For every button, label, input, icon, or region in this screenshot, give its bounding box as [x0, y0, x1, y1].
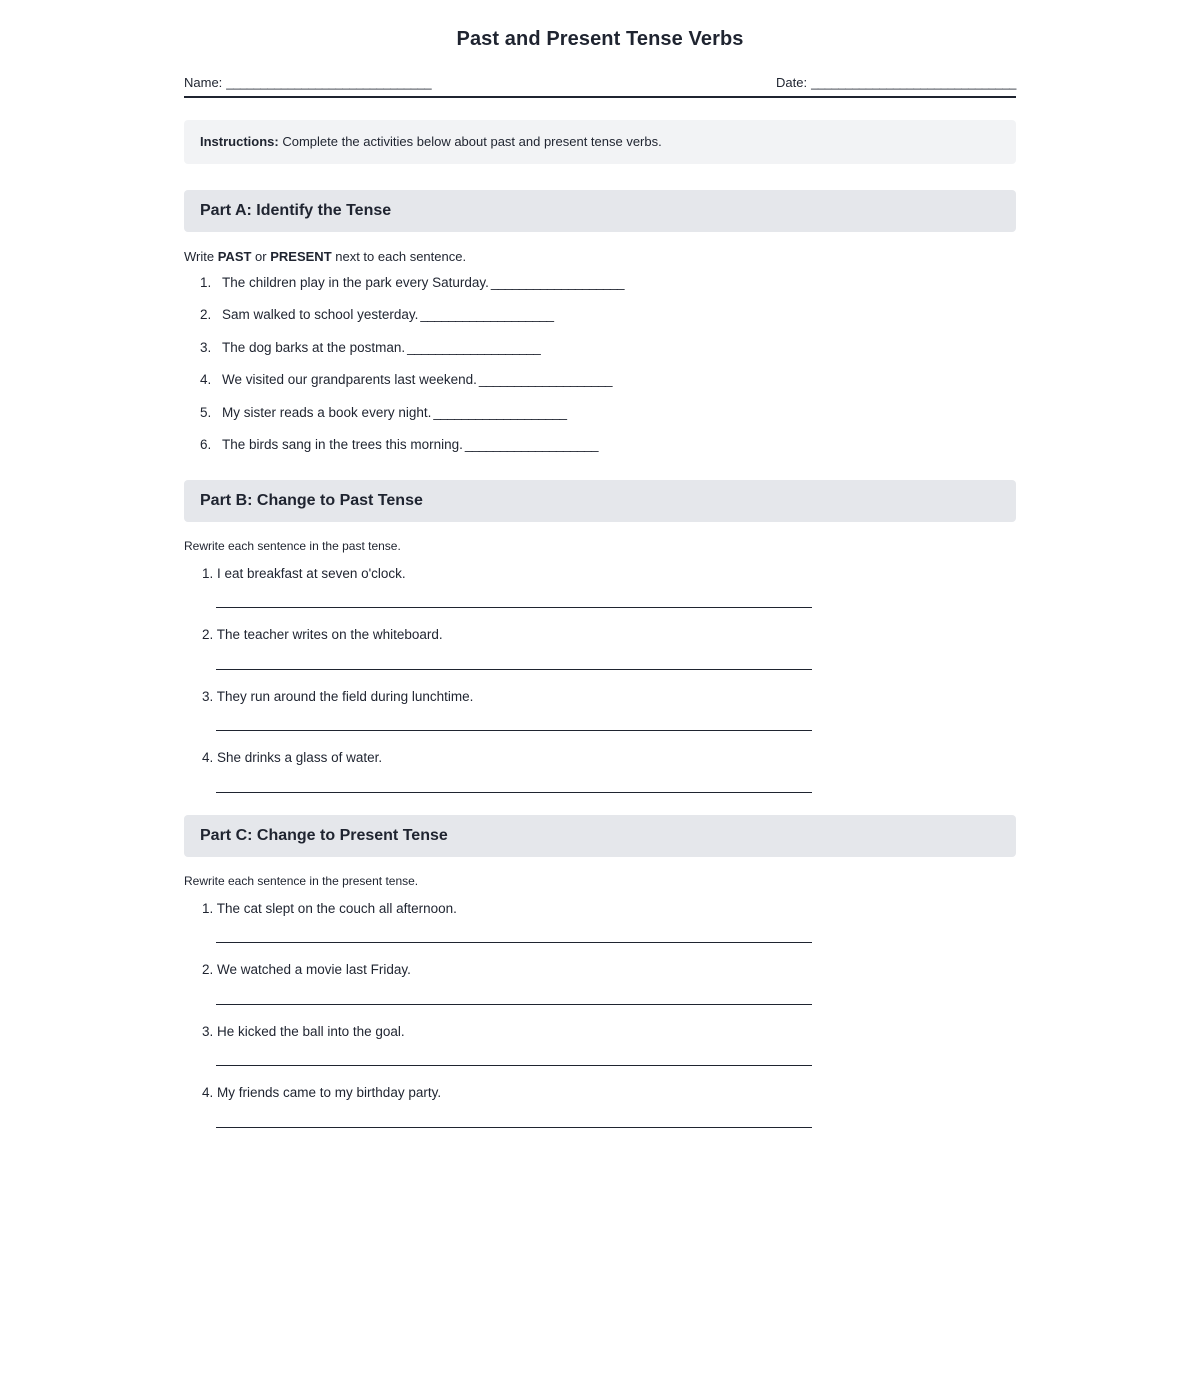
list-item: [184, 404, 1016, 422]
item-sentence: 2. The teacher writes on the whiteboard.: [202, 627, 443, 643]
date-field-label: Date:: [776, 75, 808, 90]
list-item: [184, 1084, 1016, 1128]
list-item: [184, 900, 1016, 944]
section-part-a: [184, 190, 1016, 454]
instructions-text: Complete the activities below about past and present tense verbs.: [278, 134, 662, 149]
item-number: 1.: [200, 274, 212, 290]
part-a-instruction-prefix: Write: [184, 248, 218, 264]
item-sentence: My sister reads a book every night.: [222, 404, 432, 420]
item-answer-blank[interactable]: ___________________: [464, 437, 599, 453]
name-field[interactable]: [184, 75, 431, 90]
part-a-header: Part A: Identify the Tense: [184, 190, 1016, 232]
list-item: [184, 565, 1016, 609]
item-number: 5.: [200, 404, 212, 420]
section-part-c: [184, 815, 1016, 1128]
part-b-instruction: Rewrite each sentence in the past tense.: [184, 539, 401, 554]
answer-write-line[interactable]: [216, 669, 812, 670]
part-c-instruction: Rewrite each sentence in the present tense.: [184, 874, 419, 888]
item-number: 2.: [200, 307, 212, 323]
part-a-instruction: [184, 248, 1016, 266]
item-number: 4.: [200, 372, 212, 388]
date-field-blank[interactable]: ______________________________: [811, 75, 1016, 90]
item-sentence: 4. My friends came to my birthday party.: [202, 1085, 442, 1101]
part-c-item-list: [184, 900, 1016, 1128]
list-item: [184, 274, 1016, 292]
item-sentence: The dog barks at the postman.: [222, 339, 406, 355]
answer-write-line[interactable]: [216, 942, 812, 943]
list-item: [184, 749, 1016, 793]
part-a-keyword-past: PAST: [217, 248, 252, 264]
instructions-callout: [184, 120, 1016, 164]
date-field[interactable]: [776, 75, 1016, 90]
item-answer-blank[interactable]: ___________________: [407, 339, 541, 355]
answer-write-line[interactable]: [216, 1065, 812, 1066]
page-title: Past and Present Tense Verbs: [456, 28, 744, 50]
item-sentence: 2. We watched a movie last Friday.: [202, 962, 411, 978]
item-sentence: The children play in the park every Saturday.: [222, 274, 489, 290]
part-a-instruction-suffix: next to each sentence.: [331, 248, 467, 264]
answer-write-line[interactable]: [216, 1004, 812, 1005]
answer-write-line[interactable]: [216, 607, 812, 608]
part-b-header: Part B: Change to Past Tense: [184, 480, 1016, 522]
list-item: [184, 961, 1016, 1005]
item-sentence: 1. The cat slept on the couch all afternoon.: [202, 900, 457, 916]
item-sentence: 4. She drinks a glass of water.: [202, 750, 383, 766]
answer-write-line[interactable]: [216, 730, 812, 731]
item-answer-blank[interactable]: ___________________: [478, 372, 613, 388]
item-answer-blank[interactable]: ___________________: [420, 307, 554, 323]
list-item: [184, 339, 1016, 357]
name-field-blank[interactable]: ______________________________: [226, 75, 432, 90]
list-item: [184, 371, 1016, 389]
list-item: [184, 306, 1016, 324]
part-b-item-list: [184, 565, 1016, 793]
instructions-label: Instructions:: [200, 134, 279, 149]
answer-write-line[interactable]: [216, 1127, 812, 1128]
part-a-item-list: [184, 274, 1016, 454]
item-answer-blank[interactable]: ___________________: [433, 404, 567, 420]
list-item: [184, 436, 1016, 454]
item-answer-blank[interactable]: ___________________: [490, 274, 625, 290]
item-sentence: 1. I eat breakfast at seven o'clock.: [202, 565, 406, 581]
list-item: [184, 626, 1016, 670]
item-sentence: Sam walked to school yesterday.: [222, 307, 419, 323]
name-date-row: [184, 75, 1016, 96]
part-a-keyword-present: PRESENT: [270, 248, 332, 264]
name-field-label: Name:: [184, 75, 223, 90]
part-a-instruction-mid: or: [251, 248, 271, 264]
item-sentence: 3. He kicked the ball into the goal.: [202, 1023, 405, 1039]
list-item: [184, 688, 1016, 732]
header-divider: [184, 96, 1016, 98]
answer-write-line[interactable]: [216, 792, 812, 793]
part-c-header: Part C: Change to Present Tense: [184, 815, 1016, 857]
item-number: 3.: [200, 339, 212, 355]
item-number: 6.: [200, 437, 212, 453]
item-sentence: The birds sang in the trees this morning.: [222, 437, 463, 453]
list-item: [184, 1023, 1016, 1067]
item-sentence: We visited our grandparents last weekend.: [222, 372, 477, 388]
section-part-b: [184, 480, 1016, 793]
item-sentence: 3. They run around the field during lunchtime.: [202, 688, 474, 704]
